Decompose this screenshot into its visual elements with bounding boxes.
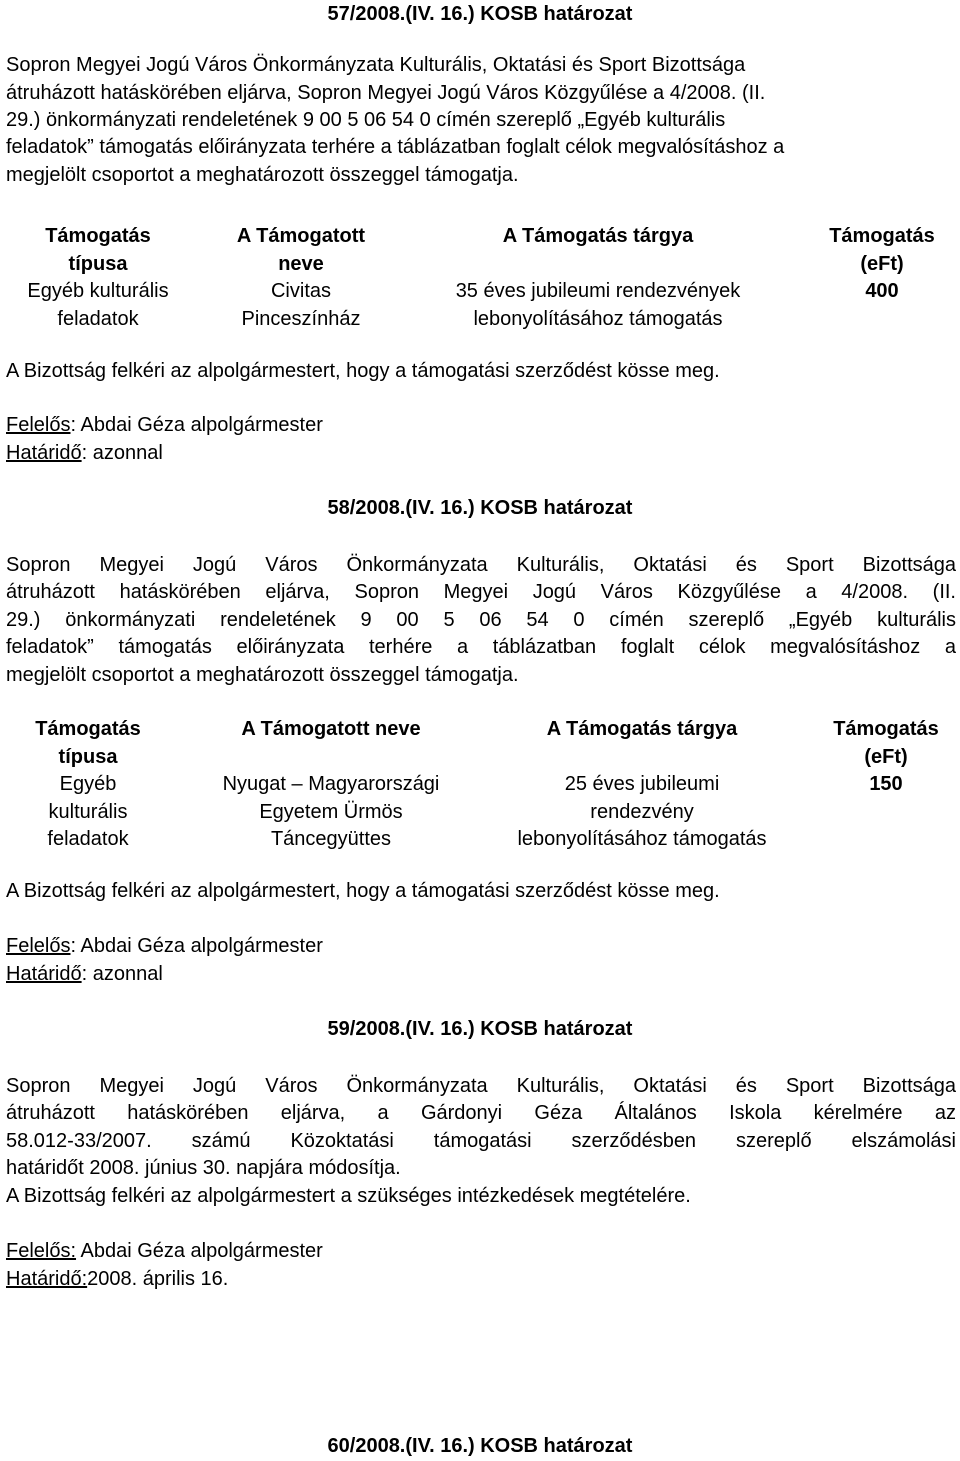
table-header-subject: A Támogatás tárgya xyxy=(502,225,694,247)
deadline-label: Határidő xyxy=(6,442,82,464)
deadline-value: 2008. április 16. xyxy=(87,1268,229,1290)
paragraph-line: átruházott hatáskörében eljárva, Sopron Megyei Jogú Város Közgyűlése a 4/2008. (II. xyxy=(6,581,956,603)
deadline-value: : azonnal xyxy=(81,963,163,985)
paragraph-line: 29.) önkormányzati rendeletének 9 00 5 06 54 0 címén szereplő „Egyéb kulturális xyxy=(6,109,726,131)
responsible-line xyxy=(6,412,323,439)
paragraph-line: Sopron Megyei Jogú Város Önkormányzata Kulturális, Oktatási és Sport Bizottsága xyxy=(6,1075,956,1097)
paragraph-line: Sopron Megyei Jogú Város Önkormányzata Kulturális, Oktatási és Sport Bizottsága xyxy=(6,554,956,576)
table-cell-subject: 25 éves jubileumi rendezvény lebonyolításához támogatás xyxy=(517,773,767,850)
table-cell-amount: 400 xyxy=(865,280,899,302)
paragraph-line: 58.012-33/2007. számú Közoktatási támogatási szerződésben szereplő elszámolási xyxy=(6,1130,956,1152)
paragraph-line: megjelölt csoportot a meghatározott összeggel támogatja. xyxy=(6,664,519,686)
request-text: A Bizottság felkéri az alpolgármestert, hogy a támogatási szerződést kösse meg. xyxy=(6,360,720,382)
responsible-value: : Abdai Géza alpolgármester xyxy=(70,414,323,436)
deadline-line xyxy=(6,440,163,467)
deadline-label: Határidő xyxy=(6,963,82,985)
request-text: A Bizottság felkéri az alpolgármestert, hogy a támogatási szerződést kösse meg. xyxy=(6,880,720,902)
resolution-title: 60/2008.(IV. 16.) KOSB határozat xyxy=(327,1435,633,1457)
table-cell-recipient: Civitas Pinceszínház xyxy=(241,280,361,330)
resolution-title: 57/2008.(IV. 16.) KOSB határozat xyxy=(327,3,633,25)
deadline-label: Határidő: xyxy=(6,1268,88,1290)
paragraph-line: átruházott hatáskörében eljárva, a Gárdonyi Géza Általános Iskola kérelmére az xyxy=(6,1102,956,1124)
paragraph-line: feladatok” támogatás előirányzata terhére a táblázatban foglalt célok megvalósításhoz a xyxy=(6,636,956,658)
table-cell-subject: 35 éves jubileumi rendezvények lebonyolításához támogatás xyxy=(455,280,741,330)
responsible-line xyxy=(6,933,323,960)
paragraph-line: Sopron Megyei Jogú Város Önkormányzata Kulturális, Oktatási és Sport Bizottsága xyxy=(6,54,746,76)
table-header-type: Támogatás típusa xyxy=(45,225,151,275)
table-header-subject: A Támogatás tárgya xyxy=(546,718,738,740)
table-header-recipient: A Támogatott neve xyxy=(241,718,421,740)
table-cell-type: Egyéb kulturális feladatok xyxy=(47,773,129,850)
paragraph-line: 29.) önkormányzati rendeletének 9 00 5 06 54 0 címén szereplő „Egyéb kulturális xyxy=(6,609,956,631)
table-header-amount: Támogatás (eFt) xyxy=(833,718,939,768)
paragraph-line: megjelölt csoportot a meghatározott összeggel támogatja. xyxy=(6,164,519,186)
responsible-value: Abdai Géza alpolgármester xyxy=(76,1240,323,1262)
resolution-title: 58/2008.(IV. 16.) KOSB határozat xyxy=(327,497,633,519)
table-header-type: Támogatás típusa xyxy=(35,718,141,768)
table-cell-type: Egyéb kulturális feladatok xyxy=(27,280,169,330)
responsible-label: Felelős xyxy=(6,935,71,957)
responsible-line xyxy=(6,1238,323,1265)
deadline-value: : azonnal xyxy=(81,442,163,464)
paragraph-line: határidőt 2008. június 30. napjára módosítja. xyxy=(6,1157,401,1179)
paragraph-line: feladatok” támogatás előirányzata terhére a táblázatban foglalt célok megvalósításhoz a xyxy=(6,136,785,158)
request-text: A Bizottság felkéri az alpolgármestert a szükséges intézkedések megtételére. xyxy=(6,1185,691,1207)
responsible-value: : Abdai Géza alpolgármester xyxy=(70,935,323,957)
table-cell-recipient: Nyugat – Magyarországi Egyetem Ürmös Táncegyüttes xyxy=(222,773,440,850)
table-header-amount: Támogatás (eFt) xyxy=(829,225,935,275)
table-header-recipient: A Támogatott neve xyxy=(236,225,366,275)
table-cell-amount: 150 xyxy=(869,773,903,795)
responsible-label: Felelős xyxy=(6,414,71,436)
responsible-label: Felelős: xyxy=(6,1240,77,1262)
deadline-line xyxy=(6,1266,228,1293)
paragraph-line: átruházott hatáskörében eljárva, Sopron Megyei Jogú Város Közgyűlése a 4/2008. (II. xyxy=(6,82,766,104)
resolution-title: 59/2008.(IV. 16.) KOSB határozat xyxy=(327,1018,633,1040)
deadline-line xyxy=(6,961,163,988)
